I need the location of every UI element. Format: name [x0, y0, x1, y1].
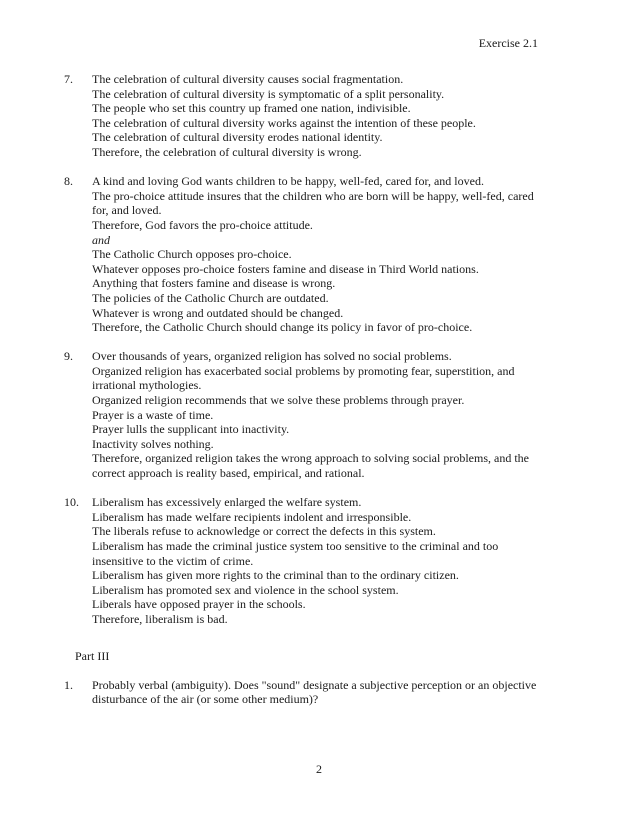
page-number: 2 — [316, 762, 322, 776]
item-line: Organized religion has exacerbated social problems by promoting fear, superstition, and — [92, 363, 515, 378]
item-line: disturbance of the air (or some other medium)? — [92, 692, 319, 707]
item-number: 8. — [64, 174, 73, 189]
item-line: The celebration of cultural diversity is symptomatic of a split personality. — [92, 86, 445, 101]
item-line: The Catholic Church opposes pro-choice. — [92, 247, 292, 262]
item-line: Inactivity solves nothing. — [92, 436, 214, 451]
item-line: Liberalism has promoted sex and violence in the school system. — [92, 582, 399, 597]
list-item — [64, 174, 550, 335]
item-line: Organized religion recommends that we solve these problems through prayer. — [92, 393, 465, 408]
item-line: Therefore, organized religion takes the wrong approach to solving social problems, and the — [92, 451, 529, 466]
item-line: Prayer lulls the supplicant into inactivity. — [92, 422, 290, 437]
item-line: The people who set this country up framed one nation, indivisible. — [92, 101, 411, 116]
item-line: insensitive to the victim of crime. — [92, 553, 254, 568]
item-line: correct approach is reality based, empirical, and rational. — [92, 466, 365, 481]
item-line: The celebration of cultural diversity erodes national identity. — [92, 130, 383, 145]
item-line: for, and loved. — [92, 203, 162, 218]
running-header: Exercise 2.1 — [478, 36, 538, 50]
item-text — [92, 174, 550, 335]
item-text — [92, 349, 550, 480]
section-heading-part-3: Part III — [75, 648, 110, 663]
item-line: Over thousands of years, organized religion has solved no social problems. — [92, 349, 452, 364]
item-text — [92, 495, 550, 626]
item-line: Therefore, God favors the pro-choice attitude. — [92, 217, 313, 232]
item-line: Whatever opposes pro-choice fosters famine and disease in Third World nations. — [92, 261, 479, 276]
item-line: Prayer is a waste of time. — [92, 407, 214, 422]
item-line: Liberalism has given more rights to the criminal than to the ordinary citizen. — [92, 568, 459, 583]
item-line: Therefore, liberalism is bad. — [92, 611, 228, 626]
item-line: Therefore, the celebration of cultural diversity is wrong. — [92, 144, 362, 159]
item-line: Liberalism has made the criminal justice system too sensitive to the criminal and too — [92, 539, 499, 553]
item-line: Therefore, the Catholic Church should change its policy in favor of pro-choice. — [92, 320, 473, 335]
item-number: 10. — [64, 495, 79, 510]
item-line: The policies of the Catholic Church are outdated. — [92, 290, 329, 305]
list-item — [64, 72, 550, 160]
item-line: Whatever is wrong and outdated should be changed. — [92, 305, 344, 320]
item-line: Anything that fosters famine and disease is wrong. — [92, 276, 336, 291]
item-line: The celebration of cultural diversity works against the intention of these people. — [92, 115, 476, 130]
part-3-items — [64, 678, 550, 707]
item-number: 9. — [64, 349, 73, 364]
item-number: 7. — [64, 72, 73, 86]
list-item — [64, 495, 550, 626]
item-line: The pro-choice attitude insures that the children who are born will be happy, well-fed, cared — [92, 188, 534, 203]
list-item — [64, 678, 550, 707]
item-line: Liberalism has made welfare recipients indolent and irresponsible. — [92, 509, 412, 524]
list-item — [64, 349, 550, 480]
item-line: and — [92, 232, 110, 247]
item-line: Liberalism has excessively enlarged the welfare system. — [92, 495, 362, 510]
item-text — [92, 72, 550, 160]
item-number: 1. — [64, 677, 73, 692]
item-line: The celebration of cultural diversity causes social fragmentation. — [92, 72, 404, 86]
item-line: irrational mythologies. — [92, 378, 202, 393]
item-text — [92, 678, 550, 707]
exercise-items — [64, 72, 550, 627]
item-line: A kind and loving God wants children to be happy, well-fed, cared for, and loved. — [92, 174, 484, 189]
page-content — [64, 72, 550, 722]
item-line: Probably verbal (ambiguity). Does "sound" designate a subjective perception or an objective — [92, 677, 537, 692]
item-line: The liberals refuse to acknowledge or correct the defects in this system. — [92, 524, 436, 539]
item-line: Liberals have opposed prayer in the schools. — [92, 597, 306, 612]
